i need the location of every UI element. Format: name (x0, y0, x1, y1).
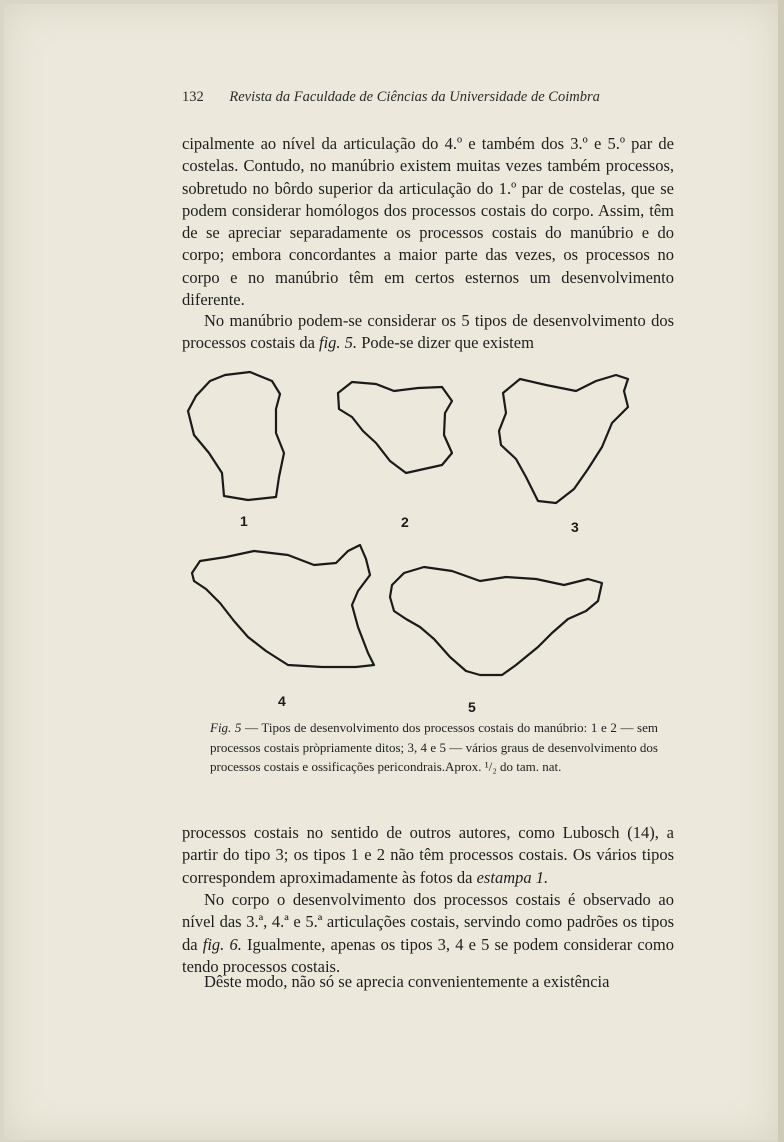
figure-label-5: 5 (468, 699, 476, 715)
paragraph-3-text: processos costais no sentido de outros autores, como Lubosch (14), a partir do tipo 3; os tipos 1 e 2 não têm processos costais. Os vários tipos correspondem aproximadamente às fotos da (182, 823, 674, 887)
paragraph-2 (182, 310, 674, 355)
figure-label-2: 2 (401, 514, 409, 530)
caption-scale: Aprox. ¹/₂ do tam. nat. (445, 759, 562, 774)
page-number: 132 (182, 89, 204, 105)
caption-figure-label: Fig. 5 (210, 720, 242, 735)
figure-reference-6: fig. 6. (202, 934, 242, 954)
paragraph-2-text-end: Pode-se dizer que existem (357, 333, 534, 353)
manubrium-outline-1 (188, 372, 284, 500)
journal-title: Revista da Faculdade de Ciências da Universidade de Coimbra (229, 89, 600, 105)
paragraph-4-text: No corpo o desenvolvimento dos processos costais é observado ao nível das 3.ª, 4.ª e 5.ª articulações costais, servindo como padrões os tipos da (182, 890, 674, 954)
paragraph-4 (182, 889, 674, 978)
figure-5-drawings (180, 365, 680, 715)
paragraph-2-text: No manúbrio podem-se considerar os 5 tipos de desenvolvimento dos processos costais da (182, 311, 674, 353)
running-header (182, 89, 642, 106)
paragraph-4-text-end: Igualmente, apenas os tipos 3, 4 e 5 se podem considerar como tendo processos costais. (182, 934, 675, 976)
plate-reference: estampa 1. (476, 867, 549, 887)
figure-label-1: 1 (240, 513, 248, 529)
figure-5 (180, 365, 680, 715)
figure-reference-5: fig. 5. (319, 333, 358, 353)
figure-label-4: 4 (278, 693, 286, 709)
paragraph-5: Dêste modo, não só se aprecia convenientemente a existência (204, 972, 610, 991)
paragraph-1: cipalmente ao nível da articulação do 4.º e também dos 3.º e 5.º par de costelas. Contudo, no manúbrio existem muitas vezes também processos, sobretudo no bôrdo superior da articulação do 1.º par de costelas, que se podem considerar homólogos dos processos costais do corpo. Assim, têm de se apreciar separadamente os processos costais do manúbrio e do corpo; embora concordantes a maior parte das vezes, os processos no corpo e no manúbrio têm em certos esternos um desenvolvimento diferente. (182, 134, 674, 310)
manubrium-outline-2 (338, 382, 452, 473)
manubrium-outline-5 (390, 567, 602, 675)
caption-text: — Tipos de desenvolvimento dos processos costais do manúbrio: 1 e 2 — sem processos costais pròpriamente ditos; 3, 4 e 5 — vários graus de desenvolvimento dos processos costais e ossificações pericondrais. (210, 720, 658, 774)
page-edge (778, 0, 784, 1142)
figure-label-3: 3 (571, 519, 579, 535)
figure-caption (210, 718, 658, 777)
manubrium-outline-3 (499, 375, 628, 503)
paragraph-3 (182, 822, 674, 889)
manubrium-outline-4 (192, 545, 374, 667)
